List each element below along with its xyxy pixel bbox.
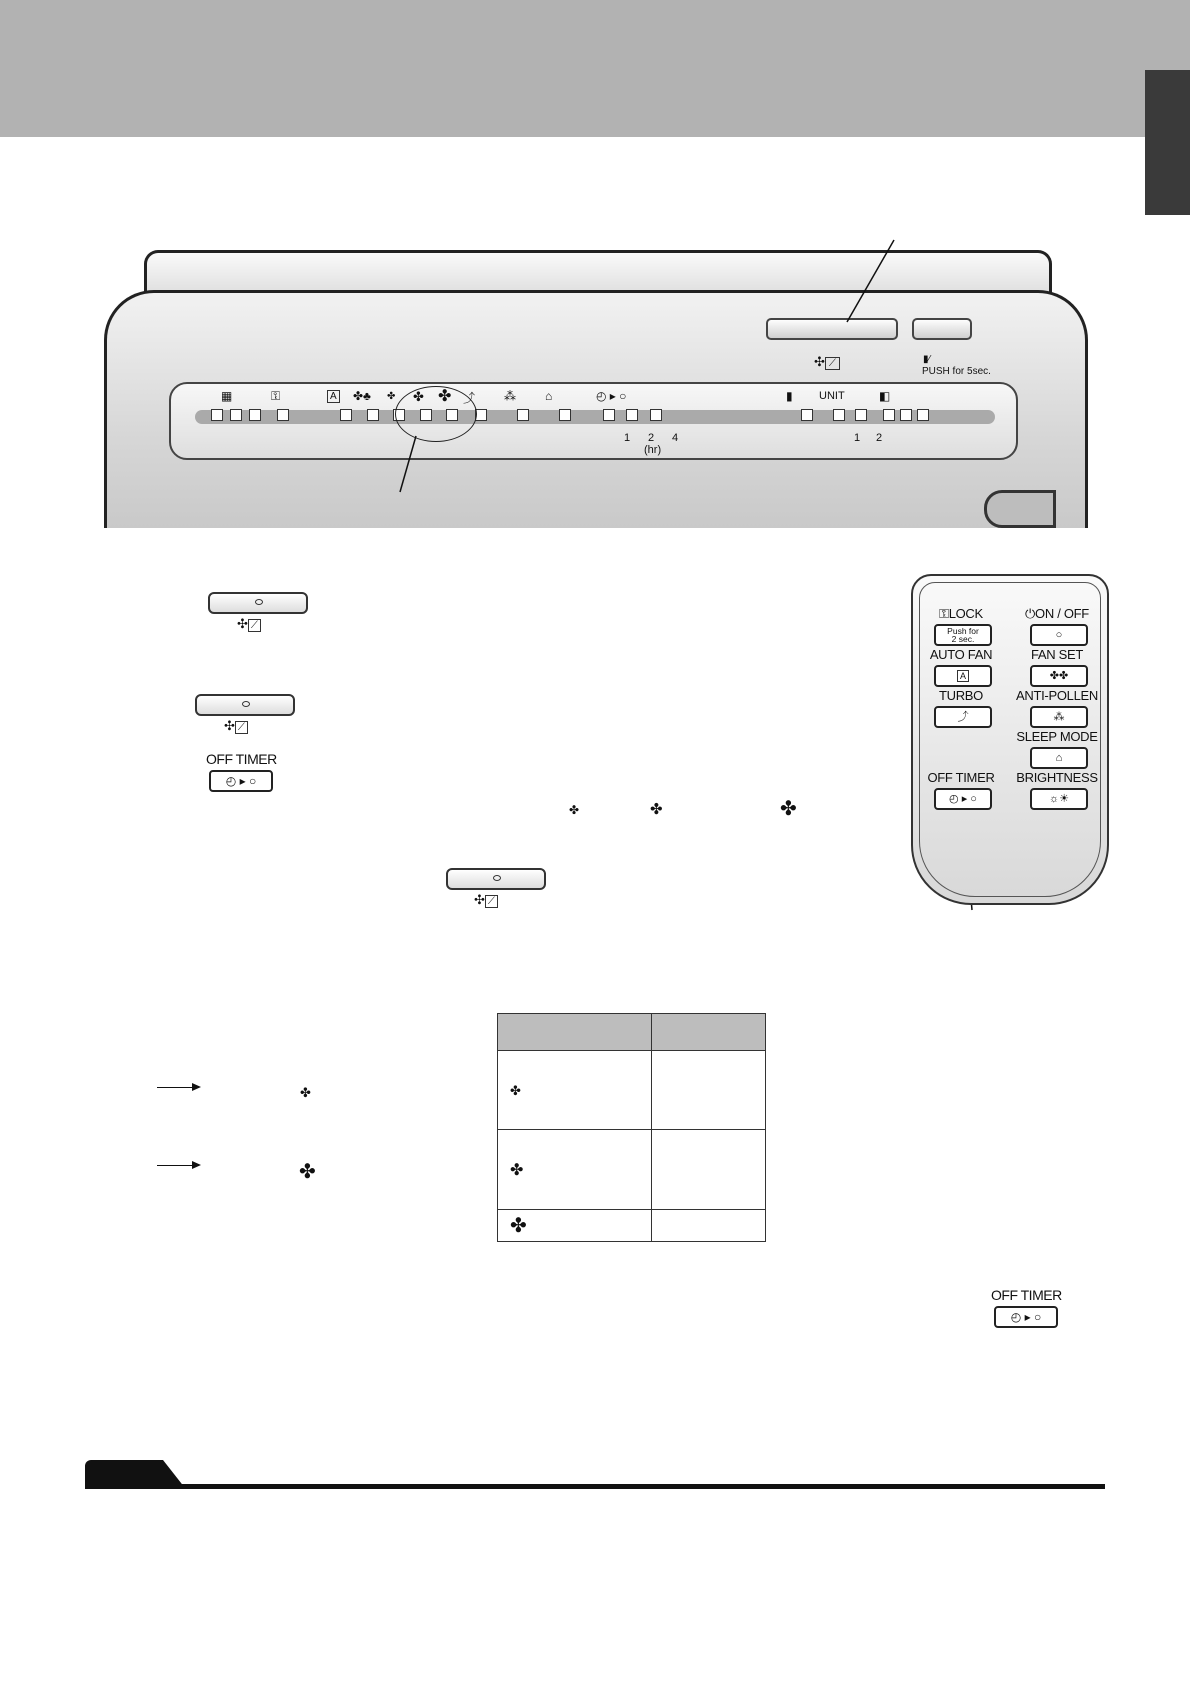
- display-icon: ▦: [221, 389, 233, 403]
- brightness-button[interactable]: [1030, 788, 1088, 810]
- timer-icon: ◴ ▸ ○: [949, 793, 977, 805]
- sleep-mode-icon: ⌂: [1055, 752, 1063, 764]
- lock-label: ⚿LOCK: [939, 606, 983, 621]
- fan-speed-button-icon: ✣ ⟋: [474, 892, 498, 908]
- fan-high-icon: ✤: [510, 1215, 527, 1237]
- off-timer-button-illustration[interactable]: [994, 1306, 1058, 1328]
- fan-low-icon: ✤: [510, 1082, 521, 1098]
- lock-key-icon: ⚿: [939, 606, 949, 621]
- fan-medium-icon: ✤: [510, 1161, 524, 1179]
- fan-speed-button-illustration[interactable]: [446, 868, 546, 890]
- brightness-icon: ☼☀: [1049, 793, 1069, 805]
- off-timer-button[interactable]: [934, 788, 992, 810]
- anti-pollen-icon: ⁂: [1053, 711, 1065, 723]
- anti-pollen-icon: ⁂: [504, 389, 516, 403]
- timer-number-1: 1: [624, 432, 631, 444]
- table-cell: [498, 1210, 652, 1242]
- auto-fan-icon: A: [327, 390, 340, 403]
- brightness-icon: ◧: [879, 389, 891, 403]
- sleep-mode-button[interactable]: [1030, 747, 1088, 769]
- fan-high-icon: ✤: [299, 1161, 316, 1183]
- table-row: [498, 1130, 766, 1210]
- turbo-label: TURBO: [938, 688, 983, 703]
- fan-low-icon: ✤: [387, 391, 396, 402]
- brightness-label: BRIGHTNESS: [1016, 770, 1098, 785]
- off-timer-label: OFF TIMER: [206, 751, 277, 767]
- fan-set-icon: ✤♣: [353, 389, 371, 403]
- table-cell: [498, 1051, 652, 1130]
- fan-speed-table: [497, 1013, 766, 1242]
- fan-speed-button-icon: ✣ ⟋: [814, 354, 840, 370]
- arrow-right-icon: [157, 1087, 199, 1088]
- turbo-icon: ⤴: [463, 391, 476, 405]
- arrow-right-icon: [157, 1165, 199, 1166]
- sleep-mode-label: SLEEP MODE: [1016, 729, 1098, 744]
- off-timer-label: OFF TIMER: [991, 1287, 1062, 1303]
- timer-number-4: 4: [672, 432, 679, 444]
- timer-icon: ◴ ▸ ○: [596, 389, 627, 403]
- unit-number-2: 2: [876, 432, 883, 444]
- fan-low-icon: ✤: [300, 1085, 311, 1100]
- unit-number-1: 1: [854, 432, 861, 444]
- power-icon: ⏻: [1025, 606, 1036, 621]
- table-cell: [498, 1130, 652, 1210]
- turbo-icon: ⤴: [957, 711, 969, 723]
- push-for-5sec-label: PUSH for 5sec.: [922, 366, 991, 377]
- lock-icon: ⚿: [271, 389, 281, 403]
- unit-label: UNIT: [819, 390, 845, 402]
- auto-fan-button[interactable]: [934, 665, 992, 687]
- auto-fan-icon: A: [957, 670, 969, 682]
- remote-control: [911, 574, 1109, 905]
- fan-medium-icon: ✤: [650, 801, 663, 818]
- fan-low-icon: ✤: [569, 803, 580, 817]
- auto-fan-label: AUTO FAN: [929, 647, 993, 662]
- on-off-label: ⏻ON / OFF: [1025, 606, 1089, 621]
- anti-pollen-button[interactable]: [1030, 706, 1088, 728]
- off-timer-label: OFF TIMER: [927, 770, 995, 785]
- table-header-cell: [652, 1014, 766, 1051]
- fan-speed-button-illustration[interactable]: [195, 694, 295, 716]
- footer-rule: [85, 1484, 1105, 1489]
- turbo-button[interactable]: [934, 706, 992, 728]
- timer-number-2: 2: [648, 432, 655, 444]
- fan-speed-button-illustration[interactable]: [208, 592, 308, 614]
- timer-icon: ◴ ▸ ○: [1010, 1310, 1042, 1324]
- fan-speed-button-icon: ✣ ⟋: [224, 718, 248, 734]
- fan-high-icon: ✤: [780, 798, 797, 820]
- table-cell: [652, 1130, 766, 1210]
- table-header-cell: [498, 1014, 652, 1051]
- fan-high-icon: ✤: [438, 388, 452, 405]
- fan-set-button[interactable]: [1030, 665, 1088, 687]
- filter-reset-icon: ▮⁄: [923, 354, 931, 365]
- table-row: [498, 1210, 766, 1242]
- sleep-mode-icon: ⌂: [545, 389, 553, 403]
- fan-speed-button-icon: ✣ ⟋: [237, 616, 261, 632]
- fan-medium-icon: ✤: [413, 389, 424, 404]
- table-cell: [652, 1051, 766, 1130]
- anti-pollen-label: ANTI-POLLEN: [1016, 688, 1098, 703]
- filter-icon: ▮: [786, 389, 793, 403]
- table-row: [498, 1051, 766, 1130]
- fan-set-label: FAN SET: [1030, 647, 1084, 662]
- off-timer-button-illustration[interactable]: [209, 770, 273, 792]
- lock-button[interactable]: Push for 2 sec.: [934, 624, 992, 646]
- table-cell: [652, 1210, 766, 1242]
- on-off-button[interactable]: ○: [1030, 624, 1088, 646]
- timer-unit-label: (hr): [644, 444, 662, 456]
- table-header-row: [498, 1014, 766, 1051]
- timer-icon: ◴ ▸ ○: [225, 774, 257, 788]
- fan-set-icon: ✤✤: [1049, 670, 1069, 682]
